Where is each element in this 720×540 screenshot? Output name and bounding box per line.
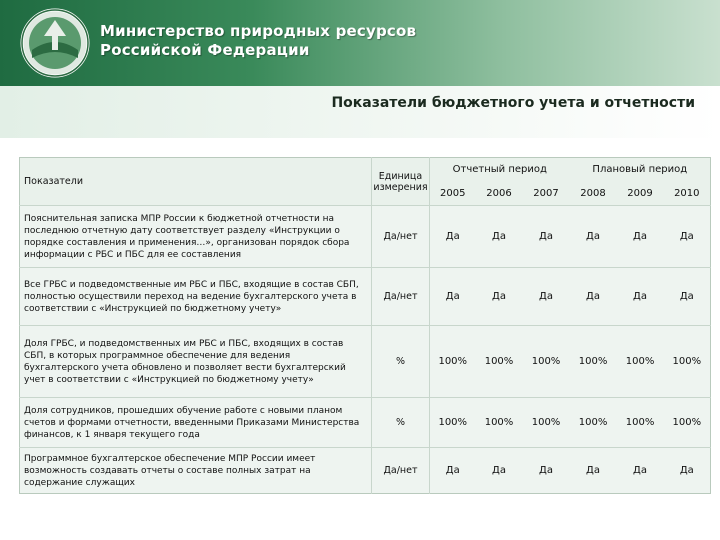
value-cell: Да [476, 206, 523, 268]
value-cell: Да [664, 448, 711, 494]
page-title: Показатели бюджетного учета и отчетности [331, 95, 695, 111]
ministry-line-2: Российской Федерации [100, 41, 310, 59]
unit-cell: Да/нет [372, 206, 430, 268]
period-planned-header: Плановый период [570, 158, 711, 182]
title-stripe [0, 86, 720, 138]
unit-cell: % [372, 398, 430, 448]
indicator-text: Пояснительная записка МПР России к бюджетной отчетности на последнюю отчетную дату соответствует разделу «Инструкции о порядке составления и применения…», организован порядок сбора информации с РБС и ПБС для ее составления [20, 206, 372, 268]
value-cell: Да [570, 206, 617, 268]
unit-cell: Да/нет [372, 448, 430, 494]
indicator-text: Доля ГРБС, и подведомственных им РБС и ПБС, входящих в состав СБП, в которых программное обеспечение для ведения бухгалтерского учета обновлено и позволяет вести бухгалтерский учет в соответствии с «Инструкцией по бюджетному учету» [20, 326, 372, 398]
value-cell: Да [523, 268, 570, 326]
value-cell: 100% [476, 398, 523, 448]
value-cell: Да [430, 206, 476, 268]
value-cell: Да [476, 268, 523, 326]
year-header: 2007 [523, 182, 570, 206]
table-row [20, 448, 711, 494]
indicators-table [19, 157, 711, 494]
unit-header-line-1: Единица [378, 170, 423, 182]
indicators-table-wrap [19, 157, 710, 494]
ministry-line-1: Министерство природных ресурсов [100, 22, 417, 40]
table-row [20, 206, 711, 268]
indicator-text: Все ГРБС и подведомственные им РБС и ПБС, входящие в состав СБП, полностью осуществили переход на ведение бухгалтерского учета в соответствии с «Инструкцией по бюджетному учету» [20, 268, 372, 326]
value-cell: 100% [617, 398, 664, 448]
ministry-emblem-icon [18, 6, 92, 80]
value-cell: 100% [523, 398, 570, 448]
year-header: 2006 [476, 182, 523, 206]
value-cell: Да [476, 448, 523, 494]
value-cell: Да [570, 268, 617, 326]
table-row [20, 326, 711, 398]
value-cell: Да [617, 206, 664, 268]
table-row [20, 268, 711, 326]
value-cell: 100% [570, 398, 617, 448]
year-header: 2009 [617, 182, 664, 206]
period-reported-header: Отчетный период [430, 158, 570, 182]
value-cell: 100% [430, 326, 476, 398]
unit-header [372, 158, 430, 206]
year-header: 2008 [570, 182, 617, 206]
ministry-name [100, 22, 416, 60]
header-banner [0, 0, 720, 86]
value-cell: 100% [570, 326, 617, 398]
value-cell: Да [664, 268, 711, 326]
indicator-header: Показатели [20, 158, 372, 206]
indicator-text: Программное бухгалтерское обеспечение МПР России имеет возможность создавать отчеты о составе полных затрат на содержание служащих [20, 448, 372, 494]
value-cell: Да [664, 206, 711, 268]
unit-header-line-2: измерения [373, 181, 428, 193]
value-cell: Да [523, 448, 570, 494]
value-cell: 100% [664, 398, 711, 448]
value-cell: Да [570, 448, 617, 494]
table-row [20, 398, 711, 448]
unit-cell: % [372, 326, 430, 398]
value-cell: Да [617, 268, 664, 326]
value-cell: 100% [664, 326, 711, 398]
year-header: 2005 [430, 182, 476, 206]
value-cell: 100% [523, 326, 570, 398]
value-cell: Да [523, 206, 570, 268]
table-header-row-1 [20, 158, 711, 182]
value-cell: Да [430, 448, 476, 494]
unit-cell: Да/нет [372, 268, 430, 326]
value-cell: Да [430, 268, 476, 326]
value-cell: 100% [476, 326, 523, 398]
indicator-text: Доля сотрудников, прошедших обучение работе с новыми планом счетов и формами отчетности, введенными Приказами Министерства финансов, к 1 января текущего года [20, 398, 372, 448]
value-cell: 100% [617, 326, 664, 398]
year-header: 2010 [664, 182, 711, 206]
value-cell: 100% [430, 398, 476, 448]
value-cell: Да [617, 448, 664, 494]
